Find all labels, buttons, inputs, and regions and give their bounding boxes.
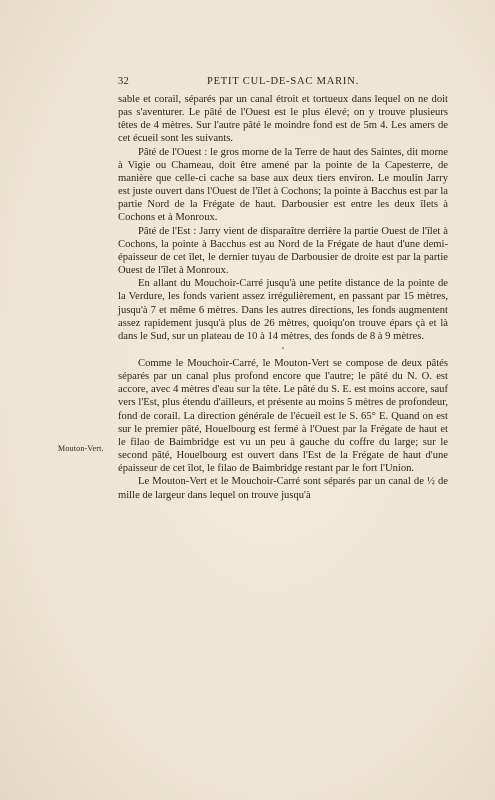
body-text [118, 93, 448, 502]
page-header [118, 76, 448, 90]
paragraph-continuation: sable et corail, séparés par un canal étroit et tortueux dans lequel on ne doit pas s'aventurer. Le pâté de l'Ouest est le plus élevé; on y trouve plusieurs têtes de 4 mètres. Sur l'autre pâté le moindre fond est de 5m 4. Les amers de cet écueil sont les suivants. [118, 94, 448, 145]
paragraph-mouchoir-carre: En allant du Mouchoir-Carré jusqu'à une petite distance de la pointe de la Verdure, les fonds varient assez irrégulièrement, en passant par 15 mètres, jusqu'à 7 et même 6 mètres. Dans les autres directions, les fonds augmentent assez rapidement jusqu'à plus de 26 mètres, quoiqu'on trouve épars çà et là dans le Sud, sur un plateau de 10 à 14 mètres, des fonds de 8 à 9 mètres. [118, 278, 448, 342]
paragraph-canal: Le Mouton-Vert et le Mouchoir-Carré sont séparés par un canal de ½ de mille de largeur dans lequel on trouve jusqu'à [118, 476, 448, 501]
margin-note-mouton-vert: Mouton-Vert. [58, 444, 104, 453]
paragraph-mouton-vert: Comme le Mouchoir-Carré, le Mouton-Vert se compose de deux pâtés séparés par un canal plus profond encore que l'autre; le pâté du N. O. est accore, avec 4 mètres d'eau sur la tête. Le pâté du S. E. est moins accore, sauf vers l'Est, plus étendu d'ailleurs, et présente au moins 5 mètres de profondeur, fond de corail. La direction générale de l'écueil est le S. 65° E. Quand on est sur le premier pâté, Houelbourg est fermé à l'Ouest par la Frégate de haut et le filao de Baimbridge est vu un peu à gauche du coffre du large; sur le second pâté, Houelbourg est ouvert dans l'Est de la Frégate de haut d'une épaisseur de cet îlot, le filao de Baimbridge restant par le fort l'Union. [118, 357, 448, 475]
page-number: 32 [118, 76, 130, 87]
paragraph-pate-est: Pâté de l'Est : Jarry vient de disparaître derrière la partie Ouest de l'îlet à Cochons, la pointe à Bacchus est au Nord de la Frégate de haut d'une demi-épaisseur de cet îlet, le dernier tuyau de Darbousier de droite est par la partie Ouest de l'îlet à Monroux. [118, 225, 448, 277]
running-title: PETIT CUL-DE-SAC MARIN. [206, 76, 360, 87]
paragraph-pate-ouest: Pâté de l'Ouest : le gros morne de la Terre de haut des Saintes, dit morne à Vigie ou Chameau, doit être amené par la pointe de la Capesterre, de manière que celle-ci cache sa base aux deux tiers environ. Le moulin Jarry est juste ouvert dans l'Ouest de l'îlet à Cochons; la pointe à Bacchus est par la partie Nord de la Frégate de haut. Darbousier est entre les deux îlets à Cochons et à Monroux. [118, 146, 448, 224]
section-marker: * [281, 346, 285, 353]
